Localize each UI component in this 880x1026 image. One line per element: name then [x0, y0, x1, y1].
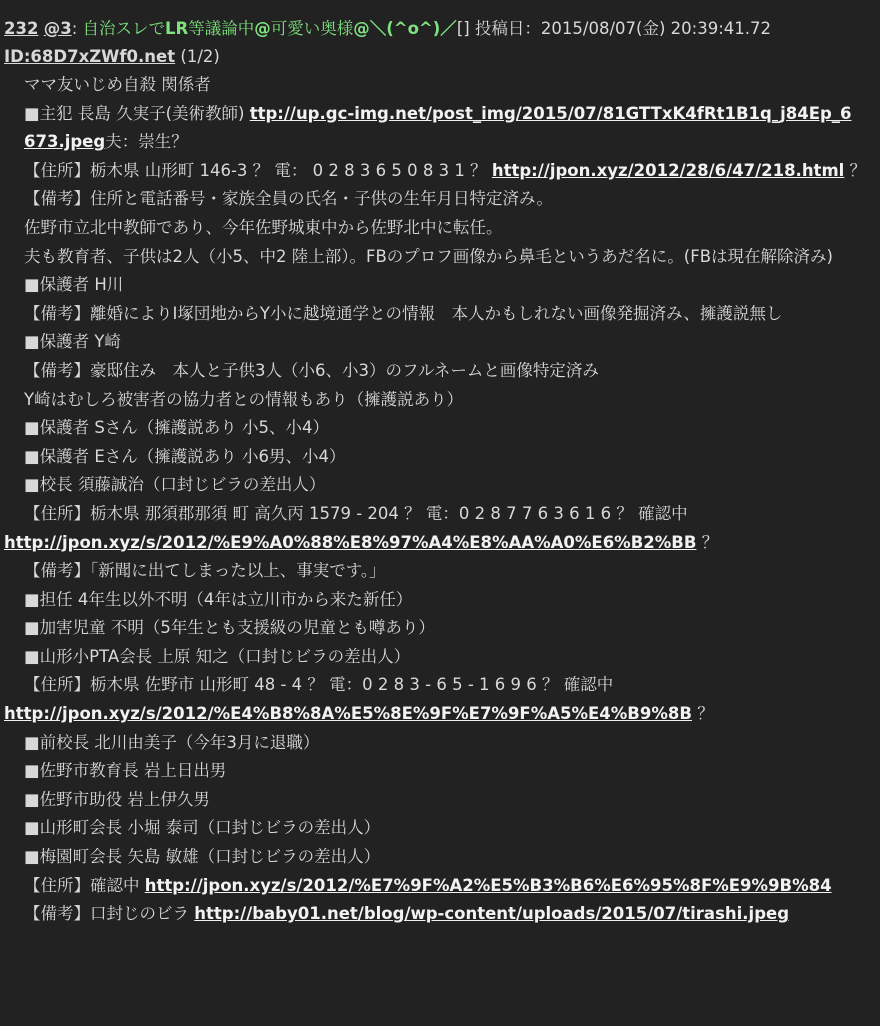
body-line	[24, 71, 862, 100]
post-body	[4, 71, 880, 929]
post-date: 投稿日：2015/08/07(金) 20:39:41.72	[469, 19, 771, 38]
body-line	[24, 157, 867, 186]
body-text: ？	[696, 532, 719, 552]
body-text: 【住所】栃木県 那須郡那須 町 高久丙 1579 - 204 ？ 電：0 2 8 7 7 6 3 6 1 6 ？ 確認中	[24, 503, 688, 523]
trip: []	[456, 19, 470, 38]
body-text: ■佐野市教育長 岩上日出男	[24, 761, 227, 781]
body-line	[24, 100, 862, 157]
body-text: ■山形町会長 小堀 泰司（口封じビラの差出人）	[24, 818, 381, 838]
body-line	[24, 671, 862, 700]
body-line	[24, 814, 862, 843]
body-line	[24, 386, 862, 415]
body-line	[24, 471, 862, 500]
body-text: ■保護者 Eさん（擁護説あり 小6男、小4）	[24, 446, 346, 466]
body-text: ■主犯 長島 久実子(美術教師)	[24, 103, 250, 123]
body-text: ■加害児童 不明（5年生とも支援級の児童とも噂あり）	[24, 618, 435, 638]
body-line	[24, 185, 862, 214]
body-line	[24, 214, 862, 243]
body-text: ■保護者 H川	[24, 275, 124, 295]
body-text: 夫も教育者、子供は2人（小5、中2 陸上部）。FBのプロフ画像から鼻毛というあだ名に。(FBは現在解除済み)	[24, 246, 833, 266]
body-line	[24, 271, 862, 300]
body-text: 【住所】栃木県 山形町 146-3 ？ 電： 0 2 8 3 6 5 0 8 3 1 ？	[24, 160, 492, 180]
body-text: ■保護者 Y崎	[24, 332, 121, 352]
url-link[interactable]: http://jpon.xyz/s/2012/%E9%A0%88%E8%97%A4%E8%AA%A0%E6%B2%BB	[4, 532, 697, 552]
body-text: ？	[844, 160, 867, 180]
body-line	[24, 300, 862, 329]
body-line	[24, 843, 862, 872]
body-text: ？	[691, 704, 714, 724]
body-text: 夫：崇生？	[105, 132, 188, 152]
body-text: ママ友いじめ自殺 関係者	[24, 75, 211, 94]
anchor-link[interactable]: @3	[43, 19, 72, 38]
url-link[interactable]: ttp://up.gc-img.net/post_img/2015/07/81GTTxK4fRt1B1q_j84Ep_6673.jpeg	[24, 103, 852, 152]
body-text: ■保護者 Sさん（擁護説あり 小5、小4）	[24, 418, 330, 438]
url-link[interactable]: http://jpon.xyz/s/2012/%E7%9F%A2%E5%B3%B6%E6%95%8F%E9%9B%84	[144, 875, 832, 895]
body-text: ■担任 4年生以外不明（4年は立川市から来た新任）	[24, 589, 413, 609]
url-link[interactable]: http://jpon.xyz/2012/28/6/47/218.html	[491, 160, 845, 180]
url-link[interactable]: http://baby01.net/blog/wp-content/uploads/2015/07/tirashi.jpeg	[194, 904, 790, 924]
id-line	[4, 42, 880, 71]
url-link[interactable]: http://jpon.xyz/s/2012/%E4%B8%8A%E5%8E%9F%E7%9F%A5%E4%B9%8B	[4, 704, 692, 724]
body-text: ■山形小PTA会長 上原 知之（口封じビラの差出人）	[24, 646, 411, 666]
body-line	[24, 900, 862, 929]
post-header	[4, 14, 880, 43]
separator: :	[71, 19, 83, 38]
body-line	[4, 529, 862, 558]
body-line	[24, 500, 862, 529]
body-text: 【備考】「新聞に出てしまった以上、事実です。」	[24, 561, 386, 581]
body-text: 【住所】栃木県 佐野市 山形町 48 - 4 ？ 電：0 2 8 3 - 6 5 - 1 6 9 6 ？ 確認中	[24, 675, 614, 695]
page-indicator: (1/2)	[175, 47, 220, 66]
body-line	[24, 614, 862, 643]
body-line	[24, 414, 862, 443]
body-text: 佐野市立北中教師であり、今年佐野城東中から佐野北中に転任。	[24, 217, 503, 237]
body-text: 【備考】住所と電話番号・家族全員の氏名・子供の生年月日特定済み。	[24, 189, 553, 209]
body-text: ■前校長 北川由美子（今年3月に退職）	[24, 732, 320, 752]
body-line	[24, 557, 862, 586]
body-text: 【備考】豪邸住み 本人と子供3人（小6、小3）のフルネームと画像特定済み	[24, 360, 599, 380]
body-text: ■佐野市助役 岩上伊久男	[24, 789, 210, 809]
body-line	[24, 643, 862, 672]
poster-id-link[interactable]: ID:68D7xZWf0.net	[4, 47, 176, 66]
poster-name: 自治スレでLR等議論中@可愛い奥様@＼(^o^)／	[82, 19, 457, 38]
body-line	[24, 443, 862, 472]
body-text: Y崎はむしろ被害者の協力者との情報もあり（擁護説あり）	[24, 389, 464, 409]
body-text: ■梅園町会長 矢島 敏雄（口封じビラの差出人）	[24, 847, 381, 867]
body-line	[24, 729, 862, 758]
body-line	[24, 786, 862, 815]
body-line	[24, 357, 862, 386]
body-text: ■校長 須藤誠治（口封じビラの差出人）	[24, 475, 326, 495]
body-line	[24, 243, 862, 272]
post-number-link[interactable]: 232	[4, 19, 39, 38]
body-line	[4, 700, 862, 729]
body-line	[24, 757, 862, 786]
body-line	[24, 328, 862, 357]
body-text: 【備考】口封じのビラ	[24, 904, 195, 924]
body-line	[24, 586, 862, 615]
body-line	[24, 872, 862, 901]
body-text: 【住所】確認中	[24, 875, 145, 895]
body-text: 【備考】離婚によりI塚団地からY小に越境通学との情報 本人かもしれない画像発掘済み、擁護説無し	[24, 303, 783, 323]
